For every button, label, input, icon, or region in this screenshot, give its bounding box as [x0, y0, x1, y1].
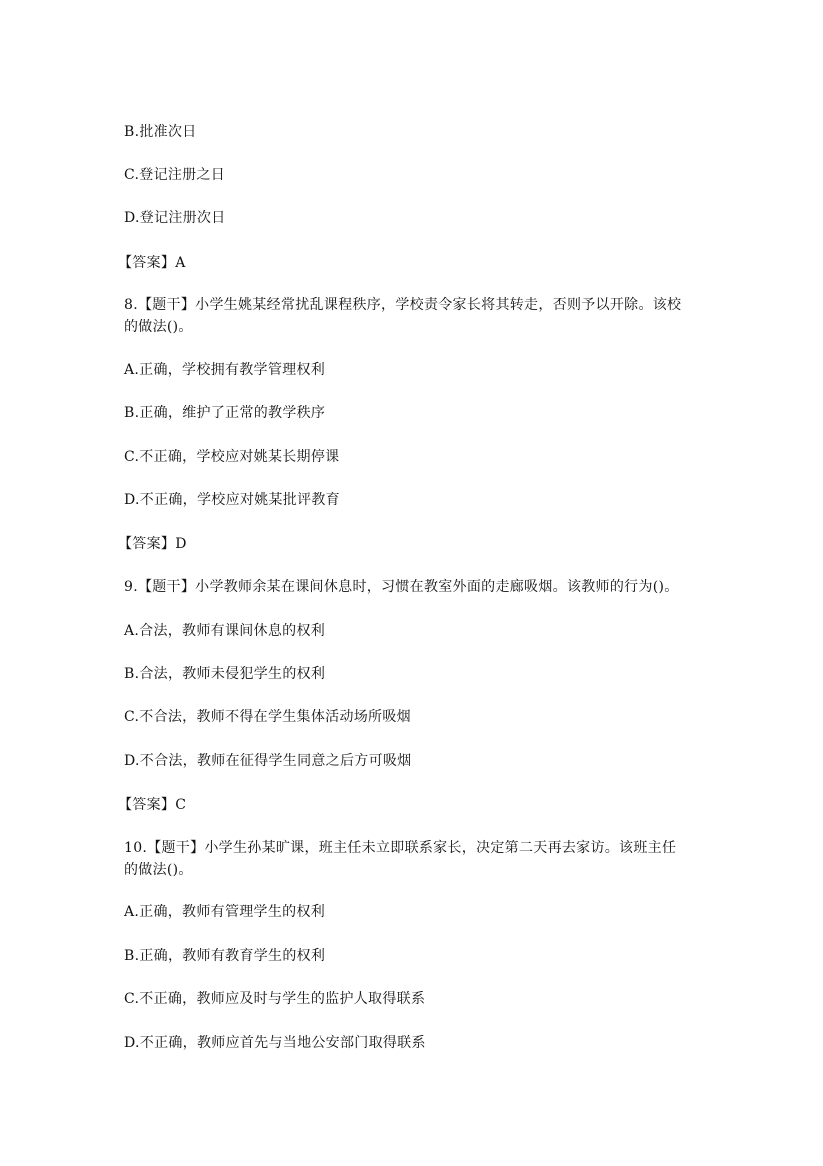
- answer-q8: 【答案】D: [118, 536, 187, 552]
- answer-q7: 【答案】A: [118, 255, 186, 271]
- question-10-stem-cont: 的做法()。: [124, 862, 193, 878]
- option-c-q8: C.不正确，学校应对姚某长期停课: [124, 449, 340, 465]
- option-d-q10: D.不正确，教师应首先与当地公安部门取得联系: [124, 1035, 426, 1051]
- option-c-q9: C.不合法，教师不得在学生集体活动场所吸烟: [124, 709, 411, 725]
- option-a-q9: A.合法，教师有课间休息的权利: [124, 623, 326, 639]
- option-d-q8: D.不正确，学校应对姚某批评教育: [124, 492, 340, 508]
- question-10-stem: 10.【题干】小学生孙某旷课，班主任未立即联系家长，决定第二天再去家访。该班主任: [124, 840, 677, 856]
- question-8-stem-cont: 的做法()。: [124, 319, 193, 335]
- answer-q9: 【答案】C: [118, 797, 187, 813]
- option-d-q9: D.不合法，教师在征得学生同意之后方可吸烟: [124, 753, 412, 769]
- option-d-q7: D.登记注册次日: [124, 210, 226, 226]
- option-c-q7: C.登记注册之日: [124, 167, 226, 183]
- question-9-stem: 9.【题干】小学教师余某在课间休息时，习惯在教室外面的走廊吸烟。该教师的行为()。: [124, 579, 679, 595]
- option-b-q8: B.正确，维护了正常的教学秩序: [124, 405, 326, 421]
- option-c-q10: C.不正确，教师应及时与学生的监护人取得联系: [124, 991, 426, 1007]
- question-8-stem: 8.【题干】小学生姚某经常扰乱课程秩序，学校责令家长将其转走，否则予以开除。该校: [124, 297, 682, 313]
- option-a-q8: A.正确，学校拥有教学管理权利: [124, 362, 326, 378]
- option-b-q10: B.正确，教师有教育学生的权利: [124, 948, 326, 964]
- option-b-q7: B.批准次日: [124, 124, 197, 140]
- option-a-q10: A.正确，教师有管理学生的权利: [124, 904, 326, 920]
- option-b-q9: B.合法，教师未侵犯学生的权利: [124, 666, 326, 682]
